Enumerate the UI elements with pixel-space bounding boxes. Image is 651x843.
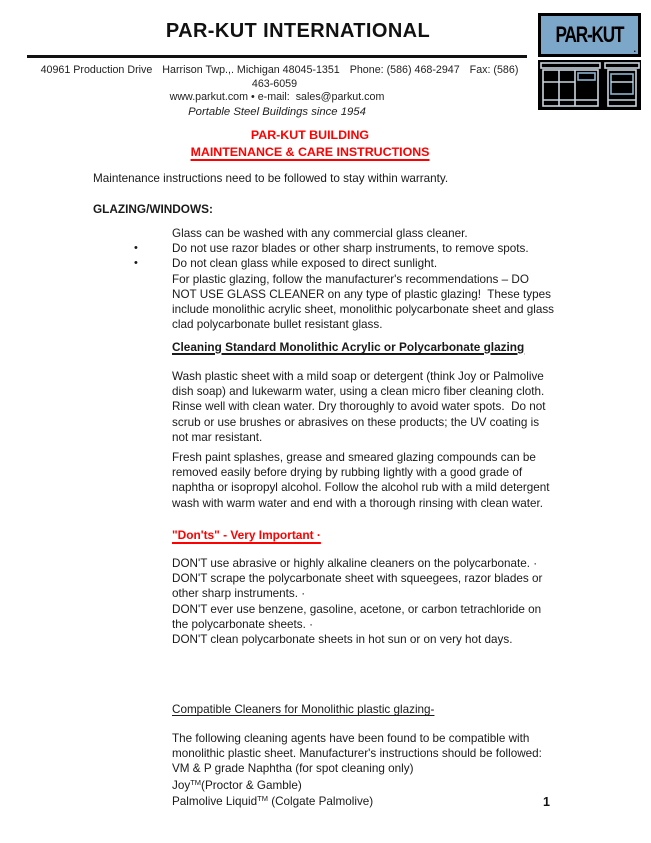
list-item-text: Glass can be washed with any commercial glass cleaner. <box>172 227 468 240</box>
text-line: wash with warm water and end with a thorough rinsing with clean water. <box>172 496 543 510</box>
header-contact <box>27 64 527 119</box>
glazing-heading: GLAZING/WINDOWS: <box>93 202 213 216</box>
doc-title-line2: MAINTENANCE & CARE INSTRUCTIONS <box>190 144 430 159</box>
trademark-mark: TM <box>257 793 268 803</box>
header-divider <box>27 55 527 58</box>
company-name: PAR-KUT INTERNATIONAL <box>165 20 431 42</box>
text-line: dish soap) and lukewarm water, using a clean micro fiber cleaning cloth. <box>172 385 545 399</box>
text-line: include monolithic acrylic sheet, monolithic polycarbonate sheet and glass <box>172 303 555 317</box>
glazing-list <box>134 226 570 332</box>
logo-registered-mark: . <box>633 44 636 54</box>
bullet-icon: • <box>134 257 138 270</box>
cleaner-item <box>172 778 576 794</box>
text-line: For plastic glazing, follow the manufacturer's recommendations – DO <box>172 272 529 286</box>
text-line: DON'T scrape the polycarbonate sheet with squeegees, razor blades or <box>172 572 543 586</box>
logo-text: PAR-KUT <box>555 22 624 47</box>
text-line: DON'T ever use benzene, gasoline, acetone, or carbon tetrachloride on <box>172 602 542 616</box>
bullet-spacer <box>134 226 172 241</box>
address-city: Harrison Twp.,. Michigan 48045-1351 <box>162 64 340 76</box>
address-fax: Fax: (586) 463-6059 <box>251 64 519 90</box>
list-item <box>134 241 570 256</box>
donts-heading: "Don'ts" - Very Important · <box>172 528 321 542</box>
list-item <box>134 272 570 333</box>
list-item-text: Do not use razor blades or other sharp instruments, to remove spots. <box>172 242 529 256</box>
intro-text: Maintenance instructions need to be followed to stay within warranty. <box>93 172 449 185</box>
web-email-line: www.parkut.com • e-mail: sales@parkut.com <box>169 91 385 103</box>
page-number: 1 <box>543 795 550 809</box>
cleaner-item <box>172 794 576 810</box>
cleaner-maker: (Proctor & Gamble) <box>201 778 302 792</box>
list-item-text <box>172 272 570 333</box>
text-line: DON'T use abrasive or highly alkaline cleaners on the polycarbonate. · <box>172 557 538 570</box>
text-line: clad polycarbonate bullet resistant glass. <box>172 318 383 332</box>
address-street: 40961 Production Drive <box>40 64 153 76</box>
cleaning-heading: Cleaning Standard Monolithic Acrylic or Polycarbonate glazing <box>172 340 525 354</box>
address-phone: Phone: (586) 468-2947 <box>349 64 460 76</box>
text-line: Rinse well with clean water. Dry thoroughly to avoid water spots. Do not <box>172 400 546 414</box>
tagline: Portable Steel Buildings since 1954 <box>188 105 366 118</box>
doc-title <box>36 127 584 160</box>
bullet-spacer <box>134 272 172 333</box>
compatible-list <box>172 731 576 810</box>
cleaner-maker: (Colgate Palmolive) <box>267 794 374 808</box>
building-icon <box>538 60 641 110</box>
cleaner-name: Palmolive Liquid <box>172 794 258 808</box>
list-item-text: Do not clean glass while exposed to direct sunlight. <box>172 257 438 271</box>
doc-title-line1: PAR-KUT BUILDING <box>250 128 370 142</box>
bullet-icon: • <box>134 242 138 255</box>
text-line: DON'T clean polycarbonate sheets in hot sun or on very hot days. <box>172 633 513 647</box>
text-line: other sharp instruments. · <box>172 587 306 601</box>
text-line: The following cleaning agents have been found to be compatible with <box>172 732 530 745</box>
text-line: naphtha or isopropyl alcohol. Follow the alcohol rub with a mild detergent <box>172 481 550 495</box>
text-line: NOT USE GLASS CLEANER on any type of plastic glazing! These types <box>172 287 551 301</box>
text-line: scrub or use brushes or abrasives on these products; the UV coating is <box>172 415 540 429</box>
cleaning-paragraph-2 <box>172 450 576 511</box>
trademark-mark: TM <box>190 777 202 787</box>
text-line: not mar resistant. <box>172 430 263 444</box>
address-line <box>27 64 527 91</box>
cleaner-name: Joy <box>172 778 191 792</box>
text-line: removed easily before drying by rubbing lightly with a good grade of <box>172 466 523 480</box>
list-item <box>134 226 570 241</box>
cleaner-item <box>172 761 576 777</box>
logo-wordmark <box>538 13 641 57</box>
parkut-logo <box>538 13 641 110</box>
donts-list <box>172 556 576 647</box>
cleaner-name: VM & P grade Naphtha (for spot cleaning only) <box>172 762 414 776</box>
text-line: Fresh paint splashes, grease and smeared glazing compounds can be <box>172 451 536 464</box>
list-item <box>134 256 570 271</box>
text-line: Wash plastic sheet with a mild soap or detergent (think Joy or Palmolive <box>172 370 544 383</box>
compatible-heading: Compatible Cleaners for Monolithic plastic glazing- <box>172 703 435 716</box>
cleaning-paragraph-1 <box>172 369 576 445</box>
text-line: monolithic plastic sheet. Manufacturer's instructions should be followed: <box>172 747 542 761</box>
text-line: the polycarbonate sheets. · <box>172 617 313 631</box>
